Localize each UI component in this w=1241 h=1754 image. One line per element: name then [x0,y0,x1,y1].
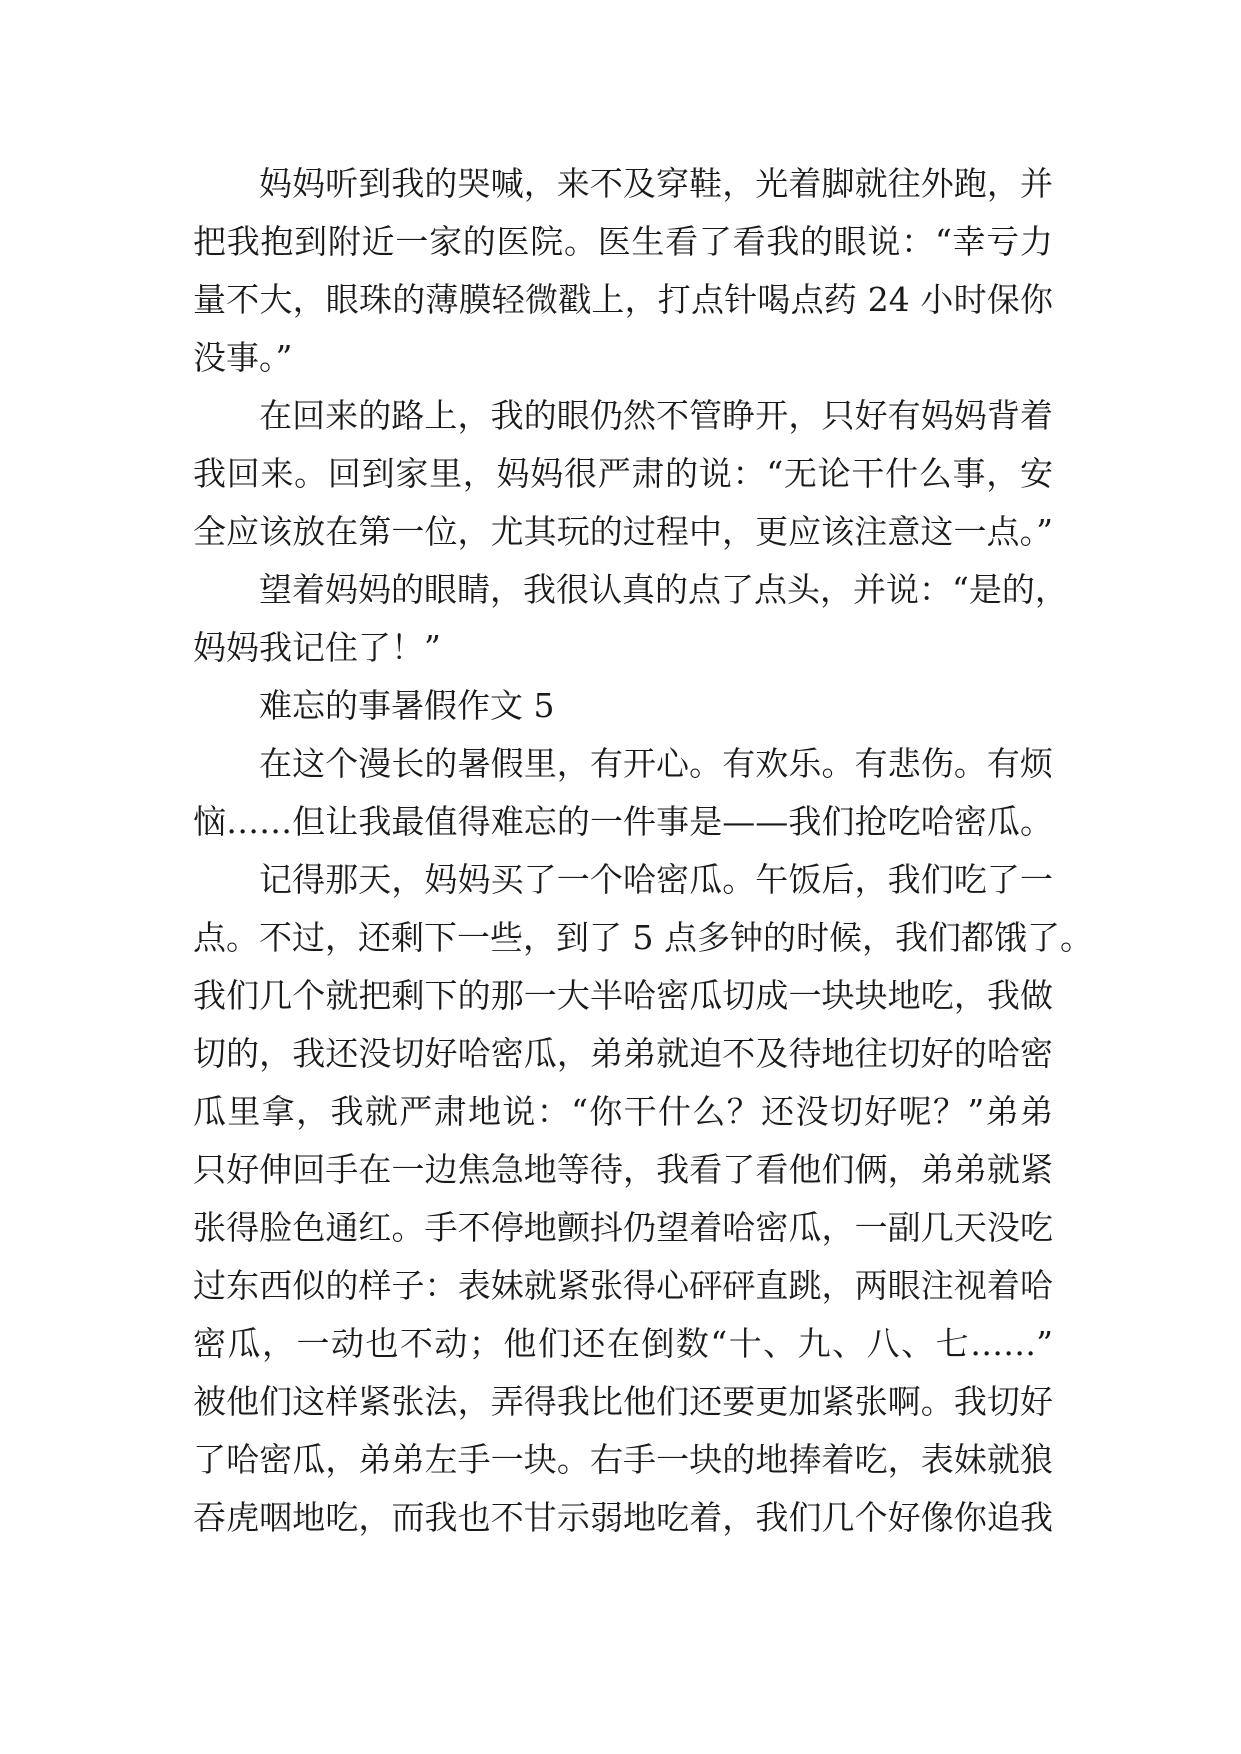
text-line: 在回来的路上，我的眼仍然不管睁开，只好有妈妈背着 [259,396,1053,435]
text-line: 恼……但让我最值得难忘的一件事是——我们抢吃哈密瓜。 [193,802,1053,841]
text-line: 妈妈我记住了！” [193,628,441,667]
text-line: 了哈密瓜，弟弟左手一块。右手一块的地捧着吃，表妹就狼 [193,1440,1053,1479]
text-line: 把我抱到附近一家的医院。医生看了看我的眼说：“幸亏力 [193,222,1053,261]
text-line: 只好伸回手在一边焦急地等待，我看了看他们俩，弟弟就紧 [193,1150,1053,1189]
text-line: 难忘的事暑假作文 5 [259,686,555,725]
text-line: 被他们这样紧张法，弄得我比他们还要更加紧张啊。我切好 [193,1382,1053,1421]
text-line: 吞虎咽地吃，而我也不甘示弱地吃着，我们几个好像你追我 [193,1498,1053,1537]
text-line: 瓜里拿，我就严肃地说：“你干什么？还没切好呢？”弟弟 [193,1092,1053,1131]
text-line: 过东西似的样子：表妹就紧张得心砰砰直跳，两眼注视着哈 [193,1266,1053,1305]
text-line: 在这个漫长的暑假里，有开心。有欢乐。有悲伤。有烦 [259,744,1053,783]
text-line: 我们几个就把剩下的那一大半哈密瓜切成一块块地吃，我做 [193,976,1053,1015]
text-line: 张得脸色通红。手不停地颤抖仍望着哈密瓜，一副几天没吃 [193,1208,1053,1247]
text-line: 切的，我还没切好哈密瓜，弟弟就迫不及待地往切好的哈密 [193,1034,1053,1073]
text-line: 点。不过，还剩下一些，到了 5 点多钟的时候，我们都饿了。 [193,918,1093,957]
document-body [193,155,1093,1547]
text-line: 望着妈妈的眼睛，我很认真的点了点头，并说：“是的， [259,570,1068,609]
text-line: 记得那天，妈妈买了一个哈密瓜。午饭后，我们吃了一 [259,860,1053,899]
text-line: 量不大，眼珠的薄膜轻微戳上，打点针喝点药 24 小时保你 [193,280,1053,319]
text-line: 妈妈听到我的哭喊，来不及穿鞋，光着脚就往外跑，并 [259,164,1053,203]
text-line: 没事。” [193,338,293,377]
text-line: 全应该放在第一位，尤其玩的过程中，更应该注意这一点。” [193,512,1053,551]
text-line: 密瓜，一动也不动；他们还在倒数“十、九、八、七……” [193,1324,1053,1363]
text-line: 我回来。回到家里，妈妈很严肃的说：“无论干什么事，安 [193,454,1053,493]
